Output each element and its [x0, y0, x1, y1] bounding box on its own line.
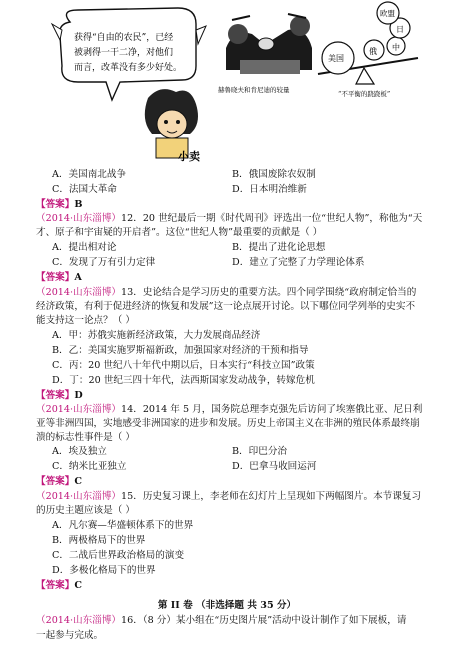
seesaw-usa: 美国 [328, 54, 344, 63]
q11-answer: 【答案】B [36, 199, 83, 210]
q12-option-d: D．建立了完整了力学理论体系 [232, 257, 365, 268]
q12-stem: （2014·山东淄博）12．20 世纪最后一期《时代周刊》评选出一位“世纪人物”，称他为“天 [36, 213, 423, 224]
q14-option-b: B．印巴分治 [232, 446, 288, 457]
caption-right: “不平衡的跷跷板” [338, 90, 391, 98]
q14-stem-line3: 溃的标志性事件是（ ） [36, 432, 135, 443]
cartoon-person [145, 89, 198, 158]
q15-stem-line2: 的历史主题应该是（ ） [36, 505, 135, 516]
q13-stem-line2: 经济政策，有利于促进经济的恢复和发展”这一论点展开讨论。以下哪位同学列举的史实不 [36, 301, 416, 312]
bubble-line-3: 而言，改革没有多少好处。 [74, 63, 183, 73]
q12-stem-line2: 才、原子和宇宙疑的开启者”。这位“世纪人物”最重要的贡献是（ ） [36, 227, 323, 238]
section-title: 第 II 卷 （非选择题 共 35 分） [157, 600, 297, 611]
seesaw-diagram [318, 2, 418, 84]
q15-answer: 【答案】C [36, 580, 83, 591]
q14-option-a: A．埃及独立 [52, 446, 107, 457]
q16-stem: （2014·山东淄博）16．（8 分）某小组在“历史图片展”活动中设计制作了如下展板，请 [36, 615, 407, 626]
q14-option-c: C．纳米比亚独立 [52, 461, 127, 472]
q12-option-b: B．提出了进化论思想 [232, 242, 326, 253]
q15-option-a: A．凡尔赛—华盛顿体系下的世界 [52, 520, 194, 531]
q11-option-a: A．美国南北战争 [52, 169, 127, 180]
person-label: 小卖 [178, 150, 200, 163]
q14-stem-line2: 亚等非洲四国，实地感受非洲国家的进步和发展。历史上帝国主义在非洲的殖民体系最终崩 [36, 418, 420, 429]
bubble-line-1: 获得“自由的农民”，已经 [74, 33, 174, 43]
caption-middle: 赫鲁晓夫和肯尼迪的较量 [218, 86, 290, 94]
seesaw-eu: 欧盟 [380, 9, 395, 18]
q13-option-d: D．丁：20 世纪三四十年代，法西斯国家发动战争，转嫁危机 [52, 375, 315, 386]
q14-option-d: D．巴拿马收回运河 [232, 461, 317, 472]
q13-stem-line3: 能支持这一论点？（ ） [36, 315, 135, 326]
q14-stem: （2014·山东淄博）14．2014 年 5 月，国务院总理李克强先后访问了埃塞俄比亚、尼日利 [36, 404, 423, 415]
q11-option-c: C．法国大革命 [52, 184, 117, 195]
q15-option-d: D．多极化格局下的世界 [52, 565, 156, 576]
bubble-line-2: 被剥得一干二净，对他们 [74, 48, 174, 58]
seesaw-russia: 俄 [369, 47, 377, 56]
cartoon-figure [0, 0, 454, 165]
q12-option-c: C．发现了万有引力定律 [52, 257, 156, 268]
q12-answer: 【答案】A [36, 272, 82, 283]
seesaw-japan: 日 [396, 25, 404, 34]
seesaw-china: 中 [392, 43, 400, 52]
q13-answer: 【答案】D [36, 390, 83, 401]
arm-wrestling-picture [214, 10, 318, 78]
q13-option-c: C．丙：20 世纪八十年代中期以后，日本实行“科技立国”政策 [52, 360, 315, 371]
q11-option-d: D．日本明治维新 [232, 184, 307, 195]
q15-option-b: B．两极格局下的世界 [52, 535, 146, 546]
q15-option-c: C．二战后世界政治格局的演变 [52, 550, 185, 561]
q13-option-a: A．甲：苏俄实施新经济政策，大力发展商品经济 [52, 330, 261, 341]
q13-option-b: B．乙：美国实施罗斯福新政，加强国家对经济的干预和指导 [52, 345, 309, 356]
q12-option-a: A．提出相对论 [52, 242, 117, 253]
q15-stem: （2014·山东淄博）15．历史复习课上，李老师在幻灯片上呈现如下两幅图片。本节课复习 [36, 491, 422, 502]
q16-stem-line2: 一起参与完成。 [36, 630, 104, 641]
q13-stem: （2014·山东淄博）13．史论结合是学习历史的重要方法。四个同学围绕“政府制定恰当的 [36, 287, 417, 298]
q14-answer: 【答案】C [36, 476, 83, 487]
q11-option-b: B．俄国废除农奴制 [232, 169, 316, 180]
